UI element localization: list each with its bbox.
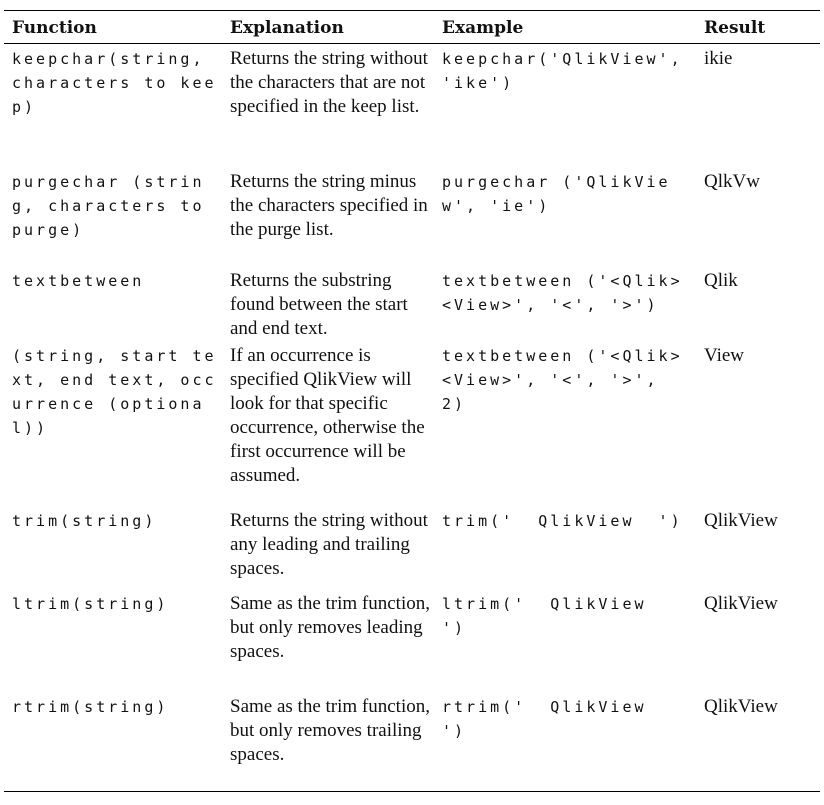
table-row (4, 589, 820, 692)
explanation-cell: Returns the string without any leading and trailing spaces. (230, 510, 428, 579)
result-cell: ikie (704, 48, 733, 69)
example-cell: rtrim(' QlikView ') (442, 698, 671, 740)
example-cell: trim(' QlikView ') (442, 512, 683, 530)
header-explanation: Explanation (230, 18, 344, 38)
explanation-cell: Same as the trim function, but only removes leading spaces. (230, 593, 430, 662)
function-cell: (string, start text, end text, occurrence (optional)) (12, 347, 217, 437)
header-example: Example (442, 18, 524, 38)
example-cell: purgechar ('QlikView', 'ie') (442, 173, 671, 215)
function-cell: purgechar (string, characters to purge) (12, 173, 217, 239)
example-cell: keepchar('QlikView', 'ike') (442, 50, 695, 92)
result-cell: View (704, 345, 745, 366)
header-row (4, 11, 820, 44)
example-cell: textbetween ('<Qlik><View>', '<', '>') (442, 272, 683, 314)
explanation-cell: Returns the string minus the characters specified in the purge list. (230, 171, 428, 240)
explanation-cell: Same as the trim function, but only removes trailing spaces. (230, 696, 430, 765)
table-row (4, 167, 820, 266)
function-cell: keepchar(string, characters to keep) (12, 50, 217, 116)
function-cell: textbetween (12, 272, 145, 290)
header-function: Function (12, 18, 97, 38)
table-row (4, 506, 820, 589)
table-row (4, 266, 820, 341)
table-row (4, 44, 820, 168)
explanation-cell: If an occurrence is specified QlikView will look for that specific occurrence, otherwise the first occurrence will be assumed. (230, 345, 425, 486)
result-cell: QlikView (704, 593, 778, 614)
result-cell: QlkVw (704, 171, 760, 192)
example-cell: ltrim(' QlikView ') (442, 595, 671, 637)
example-cell: textbetween ('<Qlik><View>', '<', '>', 2) (442, 347, 683, 413)
function-cell: ltrim(string) (12, 595, 169, 613)
explanation-cell: Returns the string without the characters that are not specified in the keep list. (230, 48, 428, 117)
result-cell: QlikView (704, 696, 778, 717)
function-cell: trim(string) (12, 512, 157, 530)
result-cell: QlikView (704, 510, 778, 531)
header-result: Result (704, 18, 766, 38)
table-row (4, 341, 820, 506)
explanation-cell: Returns the substring found between the start and end text. (230, 270, 408, 339)
result-cell: Qlik (704, 270, 738, 291)
function-cell: rtrim(string) (12, 698, 169, 716)
table-row (4, 692, 820, 792)
string-functions-table (4, 10, 820, 792)
